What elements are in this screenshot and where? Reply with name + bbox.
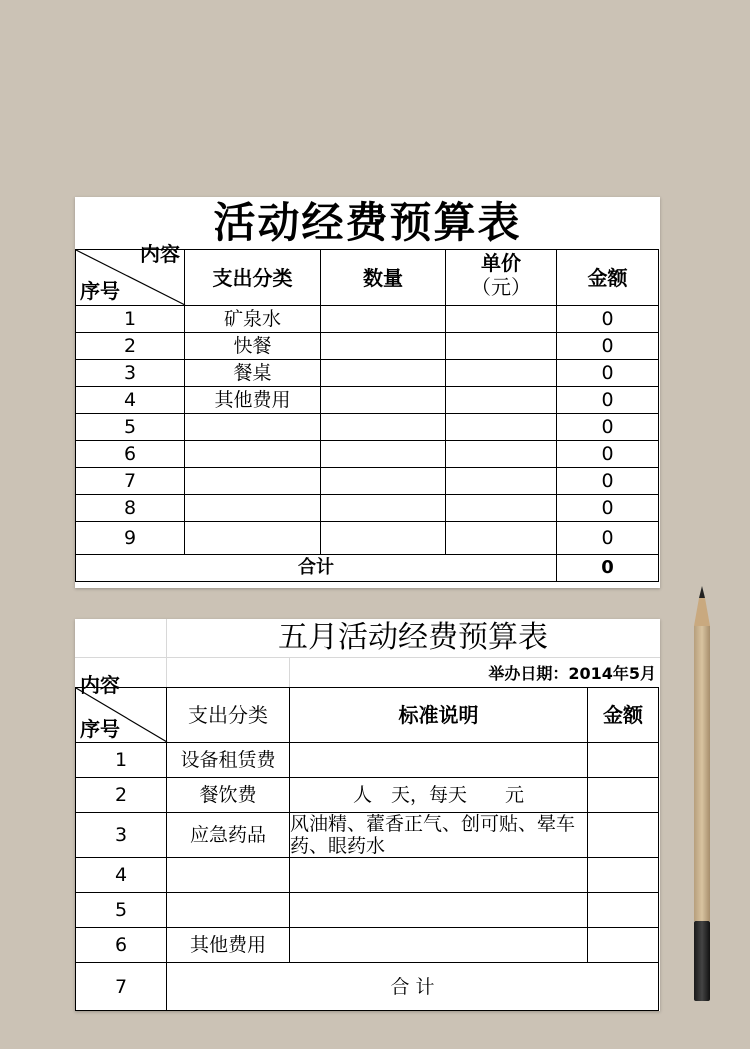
row-amount: 0: [557, 414, 659, 441]
row-no: 3: [76, 360, 185, 387]
table-row: [76, 928, 659, 963]
row-category: 其他费用: [167, 928, 290, 963]
row-no: 7: [76, 468, 185, 495]
corner-top-label: 内容: [80, 673, 120, 697]
row-no: 5: [76, 414, 185, 441]
row-unit-price: [446, 495, 557, 522]
row-amount: 0: [557, 441, 659, 468]
row-no: 5: [76, 893, 167, 928]
table-row: [76, 306, 659, 333]
row-amount: 0: [557, 468, 659, 495]
row-unit-price: [446, 414, 557, 441]
row-category: 其他费用: [185, 387, 321, 414]
header-description: 标准说明: [290, 688, 588, 743]
row-amount: 0: [557, 387, 659, 414]
sheet2-title: 五月活动经费预算表: [278, 620, 548, 655]
grid-divider: [75, 657, 660, 658]
row-quantity: [321, 441, 446, 468]
row-amount: [588, 928, 659, 963]
table-row: [76, 743, 659, 778]
row-no: 6: [76, 441, 185, 468]
row-amount: 0: [557, 333, 659, 360]
row-quantity: [321, 522, 446, 555]
table-row: [76, 414, 659, 441]
total-label: 合 计: [167, 963, 659, 1011]
row-unit-price: [446, 333, 557, 360]
row-unit-price: [446, 441, 557, 468]
row-quantity: [321, 468, 446, 495]
row-amount: 0: [557, 306, 659, 333]
budget-table-1: [75, 242, 659, 582]
header-amount: 金额: [588, 688, 659, 743]
table-row: [76, 468, 659, 495]
row-quantity: [321, 306, 446, 333]
header-unit-price-line1: 单价: [481, 250, 521, 275]
table-row: [76, 522, 659, 555]
row-category: [185, 414, 321, 441]
row-amount: [588, 858, 659, 893]
row-unit-price: [446, 306, 557, 333]
budget-sheet-2: [75, 619, 660, 1011]
row-category: [185, 522, 321, 555]
row-unit-price: [446, 522, 557, 555]
row-description: 风油精、藿香正气、创可贴、晕车药、眼药水: [290, 813, 588, 858]
total-no: 7: [76, 963, 167, 1011]
row-category: [185, 441, 321, 468]
table-row: [76, 893, 659, 928]
row-category: 设备租赁费: [167, 743, 290, 778]
row-no: 9: [76, 522, 185, 555]
row-no: 6: [76, 928, 167, 963]
table-row: [76, 387, 659, 414]
table-header-row: [76, 688, 659, 743]
row-no: 2: [76, 333, 185, 360]
budget-sheet-1: [75, 197, 660, 588]
table-row: [76, 360, 659, 387]
corner-bottom-label: 序号: [80, 717, 120, 741]
table-row: [76, 813, 659, 858]
table-row: [76, 333, 659, 360]
corner-bottom-label: 序号: [80, 279, 120, 303]
row-amount: [588, 813, 659, 858]
row-no: 1: [76, 306, 185, 333]
row-category: [167, 893, 290, 928]
corner-header-cell: [76, 242, 185, 306]
header-category: 支出分类: [167, 688, 290, 743]
table-row: [76, 858, 659, 893]
header-unit-price: [446, 250, 557, 306]
total-label: 合计: [76, 555, 557, 582]
header-unit-price-line2: （元）: [471, 274, 531, 299]
event-date: 举办日期：2014年5月: [488, 664, 656, 683]
row-no: 3: [76, 813, 167, 858]
row-category: 餐饮费: [167, 778, 290, 813]
row-description: 人 天，每天 元: [290, 778, 588, 813]
row-category: [185, 495, 321, 522]
row-no: 4: [76, 387, 185, 414]
table-header-row: [76, 250, 659, 306]
row-unit-price: [446, 360, 557, 387]
row-quantity: [321, 387, 446, 414]
row-amount: 0: [557, 360, 659, 387]
corner-header-cell: [76, 673, 167, 743]
header-amount: 金额: [557, 250, 659, 306]
table-row: [76, 778, 659, 813]
row-no: 4: [76, 858, 167, 893]
total-row: [76, 555, 659, 582]
corner-top-label: 内容: [140, 242, 180, 266]
row-description: [290, 893, 588, 928]
row-quantity: [321, 360, 446, 387]
row-category: [167, 858, 290, 893]
row-quantity: [321, 333, 446, 360]
header-quantity: 数量: [321, 250, 446, 306]
row-category: 快餐: [185, 333, 321, 360]
row-quantity: [321, 495, 446, 522]
row-amount: [588, 778, 659, 813]
row-unit-price: [446, 387, 557, 414]
table-row: [76, 495, 659, 522]
row-quantity: [321, 414, 446, 441]
row-category: [185, 468, 321, 495]
header-category: 支出分类: [185, 250, 321, 306]
row-amount: [588, 893, 659, 928]
row-description: [290, 858, 588, 893]
total-row: [76, 963, 659, 1011]
row-amount: 0: [557, 495, 659, 522]
row-amount: 0: [557, 522, 659, 555]
row-description: [290, 928, 588, 963]
row-no: 1: [76, 743, 167, 778]
row-category: 餐桌: [185, 360, 321, 387]
sheet1-title: 活动经费预算表: [213, 198, 522, 247]
row-category: 应急药品: [167, 813, 290, 858]
table-row: [76, 441, 659, 468]
grid-divider: [289, 657, 290, 687]
row-no: 8: [76, 495, 185, 522]
row-category: 矿泉水: [185, 306, 321, 333]
row-no: 2: [76, 778, 167, 813]
row-amount: [588, 743, 659, 778]
row-description: [290, 743, 588, 778]
pencil-icon: [690, 586, 714, 1006]
total-amount: 0: [557, 555, 659, 582]
row-unit-price: [446, 468, 557, 495]
